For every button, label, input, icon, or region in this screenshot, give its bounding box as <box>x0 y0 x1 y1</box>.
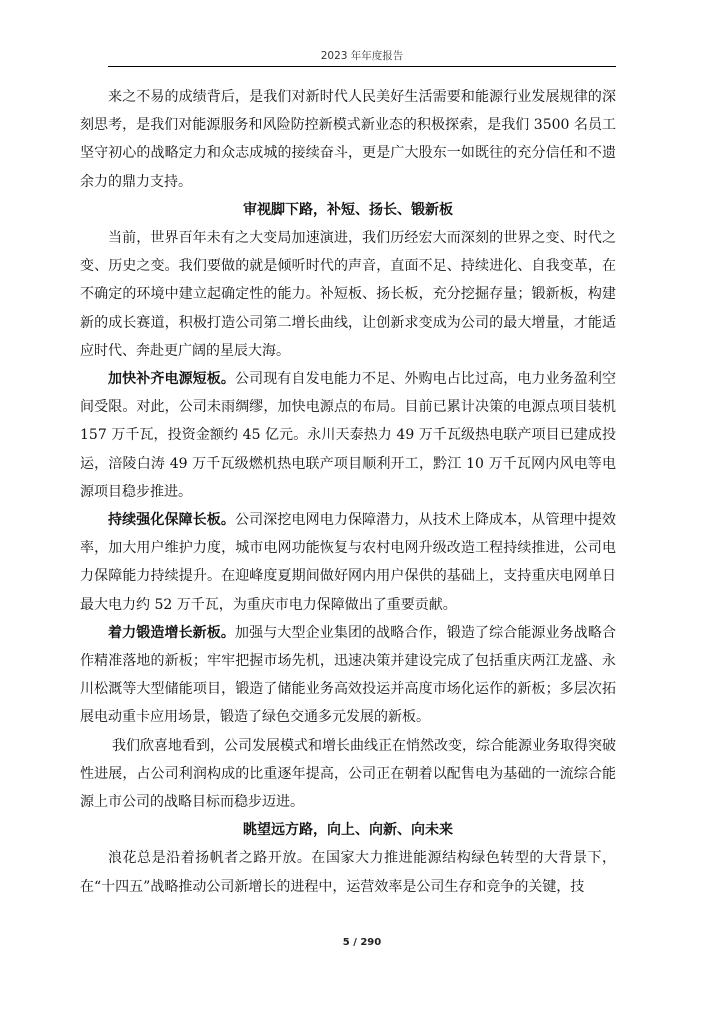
paragraph-growth-board <box>80 619 616 732</box>
header-divider <box>108 66 616 67</box>
paragraph-power-source <box>80 365 616 506</box>
paragraph-green-transition: 浪花总是沿着扬帆者之路开放。在国家大力推进能源结构绿色转型的大背景下，在“十四五”战略推动公司新增长的进程中，运营效率是公司生存和竞争的关键，技 <box>80 850 616 895</box>
paragraph-lead-growth-board: 着力锻造增长新板。 <box>108 624 236 641</box>
paragraph-text-growth-board: 加强与大型企业集团的战略合作，锻造了综合能源业务战略合作精准落地的新板；牢牢把握市场先机，迅速决策并建设完成了包括重庆两江龙盛、永川松溉等大型储能项目，锻造了储能业务高效投运并高度市场化运作的新板；多层次拓展电动重卡应用场景，锻造了绿色交通多元发展的新板。 <box>80 624 617 726</box>
paragraph-text-power-security: 公司深挖电网电力保障潜力，从技术上降成本，从管理中提效率，加大用户维护力度，城市电网功能恢复与农村电网升级改造工程持续推进，公司电力保障能力持续提升。在迎峰度夏期间做好网内用户保供的基础上，支持重庆电网单日最大电力约 52 万千瓦，为重庆市电力保障做出了重要贡献。 <box>80 512 617 613</box>
page-header: 2023 年年度报告 <box>320 50 404 62</box>
section-heading-review: 审视脚下路，补短、扬长、锻新板 <box>243 201 453 218</box>
paragraph-power-security <box>80 506 616 619</box>
paragraph-text-power-source: 公司现有自发电能力不足、外购电占比过高，电力业务盈利空间受限。对此，公司未雨绸缪，加快电源点的布局。目前已累计决策的电源点项目装机 157 万千瓦，投资金额约 45 亿元。永川天泰热力 49 万千瓦级热电联产项目已建成投运，涪陵白涛 49 万千瓦级燃机热电联产项目顺利开工，黔江 10 万千瓦网内风电等电源项目稳步推进。 <box>80 371 617 500</box>
paragraph-global-changes: 当前，世界百年未有之大变局加速演进，我们历经宏大而深刻的世界之变、时代之变、历史之变。我们要做的就是倾听时代的声音，直面不足、持续进化、自我变革，在不确定的环境中建立起确定性的能力。补短板、扬长板，充分挖掘存量；锻新板，构建新的成长赛道，积极打造公司第二增长曲线，让创新求变成为公司的最大增量，才能适应时代、奔赴更广阔的星辰大海。 <box>80 230 616 359</box>
paragraph-lead-power-source: 加快补齐电源短板。 <box>108 371 236 388</box>
page-number: 5 / 290 <box>342 937 382 948</box>
report-body <box>80 83 616 901</box>
paragraph-lead-power-security: 持续强化保障长板。 <box>108 512 236 529</box>
section-heading-future: 眺望远方路，向上、向新、向未来 <box>243 822 453 839</box>
paragraph-development-model: 我们欣喜地看到，公司发展模式和增长曲线正在悄然改变，综合能源业务取得突破性进展，占公司利润构成的比重逐年提高，公司正在朝着以配售电为基础的一流综合能源上市公司的战略目标而稳步迈进。 <box>80 737 616 811</box>
paragraph-achievements: 来之不易的成绩背后，是我们对新时代人民美好生活需要和能源行业发展规律的深刻思考，是我们对能源服务和风险防控新模式新业态的积极探索，是我们 3500 名员工坚守初心的战略定力和众志成城的接续奋斗，更是广大股东一如既往的充分信任和不遗余力的鼎力支持。 <box>80 89 616 190</box>
